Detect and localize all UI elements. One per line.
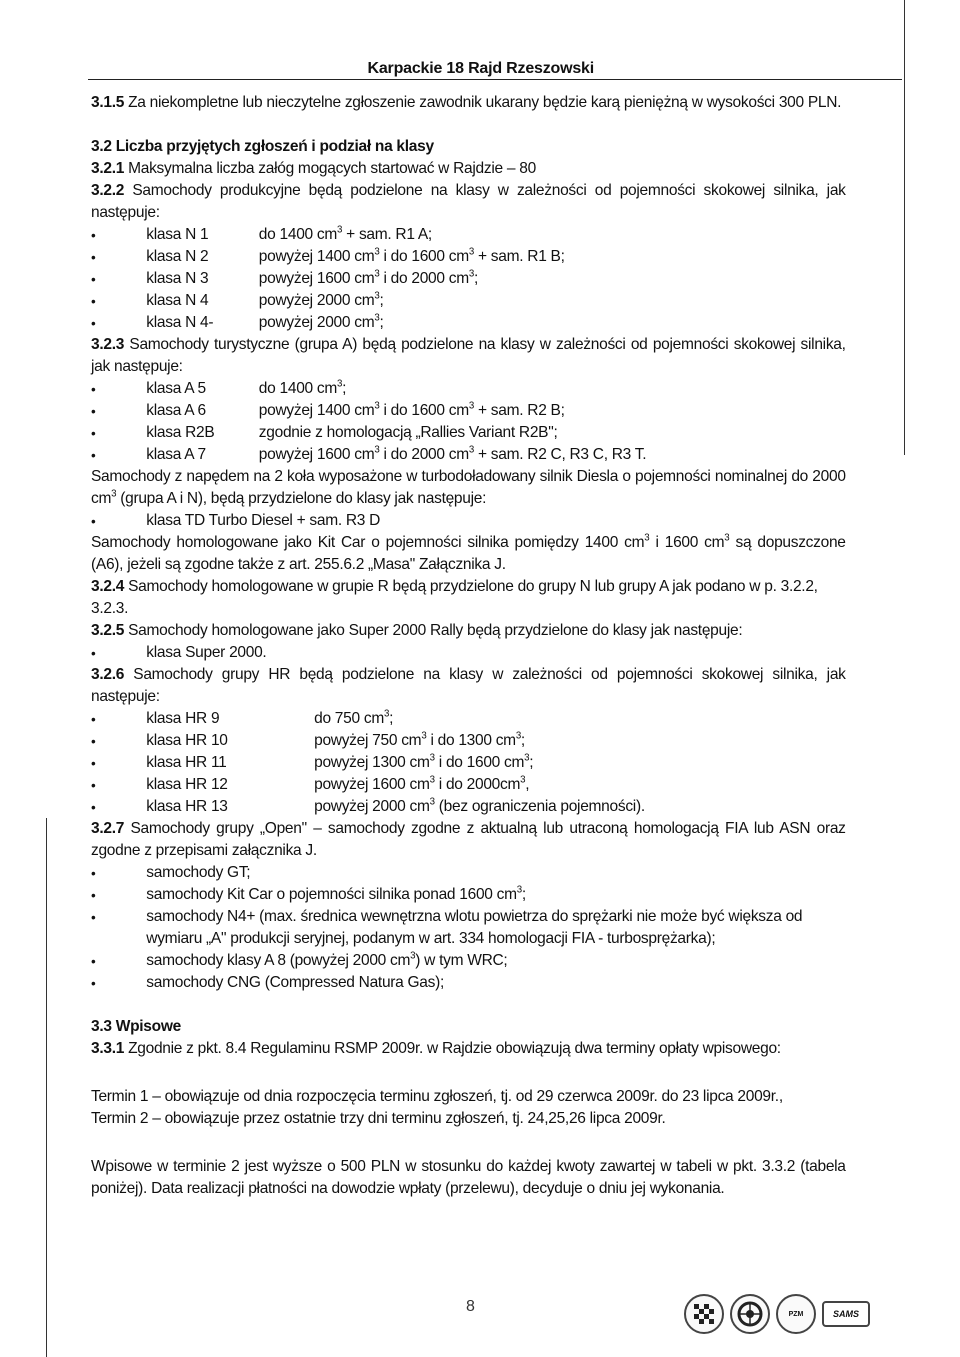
section-3-2-heading: 3.2 Liczba przyjętych zgłoszeń i podział na klasy xyxy=(91,138,434,155)
document-body xyxy=(91,92,846,1200)
fee-note: Wpisowe w terminie 2 jest wyższe o 500 PLN w stosunku do każdej kwoty zawartej w tabeli w pkt. 3.3.2 (tabela poniżej). Data realizacji płatności na dowodzie wpłaty (przelewu), decyduje o dniu jej wykonania. xyxy=(91,1158,846,1197)
list-item: • samochody CNG (Compressed Natura Gas); xyxy=(91,972,846,994)
page-number: 8 xyxy=(466,1298,475,1315)
paragraph-3-2-4: 3.2.4 Samochody homologowane w grupie R będą przydzielone do grupy N lub grupy A jak podano w p. 3.2.2, 3.2.3. xyxy=(91,578,818,617)
paragraph-3-2-3: 3.2.3 Samochody turystyczne (grupa A) będą podzielone na klasy w zależności od pojemności skokowej silnika, jak następuje: xyxy=(91,336,846,375)
rally-club-logo-icon xyxy=(684,1294,724,1334)
list-item: • klasa HR 11 powyżej 1300 $cm^3$ i do 1600 $cm^3$; xyxy=(91,752,846,774)
paragraph-3-2-2: 3.2.2 Samochody produkcyjne będą podzielone na klasy w zależności od pojemności skokowej silnika, jak następuje: xyxy=(91,182,846,221)
list-item: • klasa HR 12 powyżej 1600 $cm^3$ i do $2000cm^3$, xyxy=(91,774,846,796)
footer-logos xyxy=(684,1294,870,1334)
paragraph-3-3-1: 3.3.1 Zgodnie z pkt. 8.4 Regulaminu RSMP 2009r. w Rajdzie obowiązują dwa terminy opłaty wpisowego: xyxy=(91,1040,781,1057)
list-item: • klasa A 5 do 1400 $cm^3$; xyxy=(91,378,846,400)
sams-logo: SAMS xyxy=(822,1301,870,1327)
paragraph-3-2-7: 3.2.7 Samochody grupy „Open" – samochody zgodne z aktualną lub utraconą homologacją FIA lub ASN oraz zgodne z przepisami załącznika J. xyxy=(91,820,846,859)
wheel-emblem-icon xyxy=(730,1294,770,1334)
list-item: • klasa HR 9 do 750 $cm^3$; xyxy=(91,708,846,730)
list-item: • klasa HR 10 powyżej 750 $cm^3$ i do 1300 $cm^3$; xyxy=(91,730,846,752)
right-margin-line xyxy=(904,0,905,455)
list-item: • klasa N 3 powyżej 1600 $cm^3$ i do 2000 $cm^3$; xyxy=(91,268,846,290)
paragraph-3-2-5: 3.2.5 Samochody homologowane jako Super 2000 Rally będą przydzielone do klasy jak następuje: xyxy=(91,622,743,639)
list-item: • samochody klasy A 8 (powyżej 2000 $cm^3$) w tym WRC; xyxy=(91,950,846,972)
list-item: • samochody GT; xyxy=(91,862,846,884)
list-item: • klasa N 4 powyżej 2000 $cm^3$; xyxy=(91,290,846,312)
term-2: Termin 2 – obowiązuje przez ostatnie trzy dni terminu zgłoszeń, tj. 24,25,26 lipca 2009r. xyxy=(91,1110,666,1127)
list-item: • klasa N 2 powyżej 1400 $cm^3$ i do 1600 $cm^3$ + sam. R1 B; xyxy=(91,246,846,268)
list-item: • klasa R2B zgodnie z homologacją „Rallies Variant R2B"; xyxy=(91,422,846,444)
list-item: • klasa A 7 powyżej 1600 $cm^3$ i do 2000 $cm^3$ + sam. R2 C, R3 C, R3 T. xyxy=(91,444,846,466)
paragraph-3-2-6: 3.2.6 Samochody grupy HR będą podzielone na klasy w zależności od pojemności skokowej silnika, jak następuje: xyxy=(91,666,846,705)
list-item: • klasa TD Turbo Diesel + sam. R3 D xyxy=(91,510,846,532)
left-margin-line xyxy=(46,818,47,1357)
term-1: Termin 1 – obowiązuje od dnia rozpoczęcia terminu zgłoszeń, tj. od 29 czerwca 2009r. do 23 lipca 2009r., xyxy=(91,1088,783,1105)
list-item: • klasa N 1 do 1400 $cm^3$ + sam. R1 A; xyxy=(91,224,846,246)
header-rule xyxy=(88,79,902,80)
list-item: • klasa Super 2000. xyxy=(91,642,846,664)
list-item: • samochody N4+ (max. średnica wewnętrzna wlotu powietrza do sprężarki nie może być większa od wymiaru „A" produkcji seryjnej, podanym w art. 334 homologacji FIA - turbosprężarka); xyxy=(91,906,846,950)
paragraph-diesel: Samochody z napędem na 2 koła wyposażone w turbodoładowany silnik Diesla o pojemności nominalnej do 2000 $cm^3$ (grupa A i N), będą przydzielone do klasy jak następuje: xyxy=(91,468,846,507)
section-3-3-heading: 3.3 Wpisowe xyxy=(91,1018,181,1035)
list-item: • samochody Kit Car o pojemności silnika ponad 1600 $cm^3$; xyxy=(91,884,846,906)
pzm-logo: PZM xyxy=(776,1294,816,1334)
paragraph-kitcar: Samochody homologowane jako Kit Car o pojemności silnika pomiędzy 1400 $cm^3$ i 1600 $cm^3$ są dopuszczone (A6), jeżeli są zgodne także z art. 255.6.2 „Masa" Załącznika J. xyxy=(91,532,846,573)
list-item: • klasa A 6 powyżej 1400 $cm^3$ i do 1600 $cm^3$ + sam. R2 B; xyxy=(91,400,846,422)
list-item: • klasa N 4- powyżej 2000 $cm^3$; xyxy=(91,312,846,334)
list-item: • klasa HR 13 powyżej 2000 $cm^3$ (bez ograniczenia pojemności). xyxy=(91,796,846,818)
paragraph-3-1-5: 3.1.5 Za niekompletne lub nieczytelne zgłoszenie zawodnik ukarany będzie karą pieniężną w wysokości 300 PLN. xyxy=(91,94,842,111)
paragraph-3-2-1: 3.2.1 Maksymalna liczba załóg mogących startować w Rajdzie – 80 xyxy=(91,160,536,177)
header-title: Karpackie 18 Rajd Rzeszowski xyxy=(367,60,594,77)
